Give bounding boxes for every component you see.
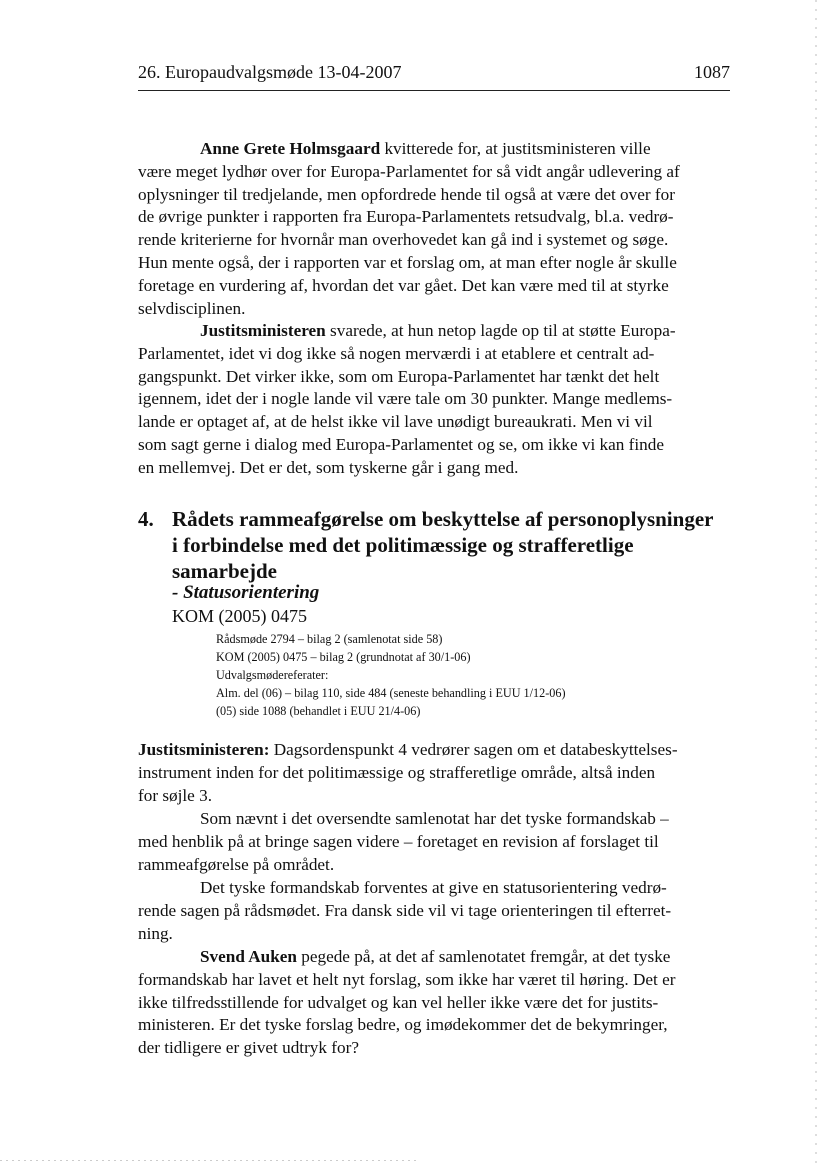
page-number: 1087: [694, 62, 730, 82]
text-line: Justitsministeren: Dagsordenspunkt 4 vedrører sagen om et databeskyttelses-: [138, 740, 678, 759]
text-line: rende sagen på rådsmødet. Fra dansk side vil vi tage orienteringen til efterret-: [138, 900, 672, 920]
speaker-name: Anne Grete Holmsgaard: [200, 139, 381, 158]
section-heading: [138, 506, 738, 584]
speaker-name: Justitsministeren:: [138, 740, 270, 759]
paragraph-formandskab-revision: [138, 808, 730, 876]
text-line: være meget lydhør over for Europa-Parlamentet for så vidt angår udlevering af: [138, 161, 680, 181]
page-header: [138, 58, 730, 91]
text-line: Svend Auken pegede på, at det af samlenotatet fremgår, at det tyske: [200, 947, 671, 966]
text-line: rende kriterierne for hvornår man overhovedet kan gå ind i systemet og søge.: [138, 230, 669, 250]
text-line: der tidligere er givet udtryk for?: [138, 1038, 359, 1058]
reference-list: [216, 630, 566, 720]
scan-edge-artifact: [815, 0, 817, 1167]
reference-item: Rådsmøde 2794 – bilag 2 (samlenotat side 58): [216, 632, 443, 646]
text-line: for søjle 3.: [138, 785, 212, 805]
text-line: Det tyske formandskab forventes at give en statusorientering vedrø-: [200, 878, 667, 897]
text-line: ning.: [138, 923, 173, 943]
paragraph-statusorientering: [138, 877, 730, 945]
text-line: rammeafgørelse på området.: [138, 854, 335, 874]
text-line: som sagt gerne i dialog med Europa-Parlamentet og se, om ikke vi kan finde: [138, 434, 664, 454]
text-line: igennem, idet der i nogle lande vil være tale om 30 punkter. Mange medlems-: [138, 389, 673, 409]
text-line: instrument inden for det politimæssige og strafferetlige område, altså inden: [138, 762, 656, 782]
text-line: ikke tilfredsstillende for udvalget og kan vel heller ikke være det for justits-: [138, 992, 659, 1012]
reference-item: KOM (2005) 0475 – bilag 2 (grundnotat af 30/1-06): [216, 650, 471, 664]
paragraph-justitsministeren-1: [138, 320, 730, 480]
text-line: Parlamentet, idet vi dog ikke så nogen merværdi i at etablere et centralt ad-: [138, 343, 655, 363]
header-title: 26. Europaudvalgsmøde 13-04-2007: [138, 62, 402, 82]
section-title-line: Rådets rammeafgørelse om beskyttelse af personoplysninger: [172, 507, 714, 531]
paragraph-auken: [138, 946, 730, 1060]
reference-item: Udvalgsmødereferater:: [216, 668, 329, 682]
text-line: formandskab har lavet et helt nyt forslag, som ikke har været til høring. Det er: [138, 969, 676, 989]
scan-bottom-artifact: [0, 1160, 420, 1161]
text-line: Justitsministeren svarede, at hun netop lagde op til at støtte Europa-: [200, 321, 676, 340]
section-title-line: i forbindelse med det politimæssige og strafferetlige: [172, 533, 634, 557]
text-line: Hun mente også, der i rapporten var et forslag om, at man efter nogle år skulle: [138, 252, 677, 272]
reference-item: Alm. del (06) – bilag 110, side 484 (seneste behandling i EUU 1/12-06): [216, 686, 566, 700]
text-line: foretage en vurdering af, hvordan det var gået. Det kan være med til at styrke: [138, 275, 669, 295]
reference-item: (05) side 1088 (behandlet i EUU 21/4-06): [216, 704, 421, 718]
text-line: Anne Grete Holmsgaard kvitterede for, at justitsministeren ville: [200, 139, 651, 158]
text-line: lande er optaget af, at de helst ikke vil lave unødigt bureaukrati. Men vi vil: [138, 412, 653, 432]
text-line: oplysninger til tredjelande, men opfordrede hende til også at være det over for: [138, 184, 675, 204]
paragraph-holmsgaard: [138, 138, 730, 320]
text-line: gangspunkt. Det virker ikke, som om Europa-Parlamentet har tænkt det helt: [138, 366, 660, 386]
paragraph-justitsministeren-2: [138, 739, 730, 807]
text-line: de øvrige punkter i rapporten fra Europa-Parlamentets retsudvalg, bl.a. vedrø-: [138, 207, 674, 227]
speaker-name: Justitsministeren: [200, 321, 326, 340]
section-subtitle: - Statusorientering: [172, 582, 320, 603]
text-line: Som nævnt i det oversendte samlenotat har det tyske formandskab –: [200, 809, 669, 828]
speaker-name: Svend Auken: [200, 947, 297, 966]
section-title-line: samarbejde: [172, 559, 277, 583]
section-number: 4.: [138, 507, 154, 531]
kom-reference: KOM (2005) 0475: [172, 606, 307, 626]
text-line: med henblik på at bringe sagen videre – foretaget en revision af forslaget til: [138, 831, 659, 851]
text-line: selvdisciplinen.: [138, 298, 246, 318]
text-line: ministeren. Er det tyske forslag bedre, og imødekommer det de bekymringer,: [138, 1015, 668, 1035]
text-line: en mellemvej. Det er det, som tyskerne går i gang med.: [138, 457, 519, 477]
